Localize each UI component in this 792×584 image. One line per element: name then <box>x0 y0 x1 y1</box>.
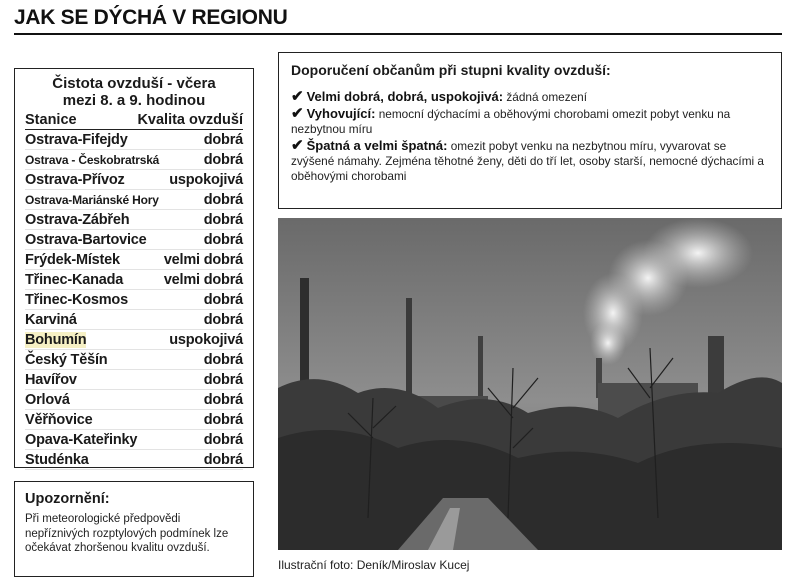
column-station: Stanice <box>25 112 77 128</box>
quality-value: velmi dobrá <box>163 251 243 268</box>
recommendation-text: žádná omezení <box>506 90 588 104</box>
table-row <box>25 430 243 450</box>
check-icon: ✔ <box>291 88 304 105</box>
table-row <box>25 210 243 230</box>
table-row <box>25 330 243 350</box>
table-row <box>25 390 243 410</box>
station-name: Frýdek-Místek <box>25 251 120 268</box>
quality-value: dobrá <box>203 191 243 208</box>
table-row <box>25 290 243 310</box>
air-quality-column-headers <box>25 111 243 130</box>
station-name: Ostrava-Fifejdy <box>25 131 128 148</box>
quality-value: dobrá <box>203 131 243 148</box>
table-row <box>25 410 243 430</box>
table-row <box>25 190 243 210</box>
table-row <box>25 370 243 390</box>
title-rule <box>14 33 782 35</box>
table-row <box>25 130 243 150</box>
station-name: Ostrava-Přívoz <box>25 171 125 188</box>
photo-caption: Ilustrační foto: Deník/Miroslav Kucej <box>278 558 470 572</box>
recommendation-box <box>278 52 782 209</box>
notice-box <box>14 481 254 577</box>
table-row <box>25 310 243 330</box>
station-name: Třinec-Kanada <box>25 271 124 288</box>
column-quality: Kvalita ovzduší <box>137 112 243 128</box>
table-row <box>25 250 243 270</box>
station-name: Orlová <box>25 391 70 408</box>
station-name: Studénka <box>25 451 89 468</box>
quality-value: dobrá <box>203 431 243 448</box>
station-name: Ostrava - Českobratrská <box>25 152 160 167</box>
quality-value: uspokojivá <box>169 331 243 348</box>
quality-value: dobrá <box>203 351 243 368</box>
check-icon: ✔ <box>291 137 304 154</box>
page-title: JAK SE DÝCHÁ V REGIONU <box>14 6 288 29</box>
notice-title: Upozornění: <box>25 491 110 507</box>
recommendation-item <box>291 138 769 184</box>
air-quality-table <box>14 68 254 468</box>
station-name: Třinec-Kosmos <box>25 291 128 308</box>
quality-value: dobrá <box>203 451 243 468</box>
station-name: Ostrava-Mariánské Hory <box>25 192 159 207</box>
quality-value: dobrá <box>203 211 243 228</box>
quality-value: dobrá <box>203 411 243 428</box>
notice-text: Při meteorologické předpovědi nepříznivých rozptylových podmínek lze očekávat zhoršenou kvalitu ovzduší. <box>25 513 229 554</box>
table-row <box>25 150 243 170</box>
check-icon: ✔ <box>291 105 304 122</box>
station-name: Havířov <box>25 371 77 388</box>
quality-value: uspokojivá <box>169 171 243 188</box>
station-name: Opava-Kateřinky <box>25 431 138 448</box>
station-name: Věřňovice <box>25 411 93 428</box>
quality-value: dobrá <box>203 291 243 308</box>
recommendation-title: Doporučení občanům při stupni kvality ovzduší: <box>291 62 611 78</box>
station-name: Ostrava-Bartovice <box>25 231 147 248</box>
quality-value: velmi dobrá <box>163 271 243 288</box>
air-quality-heading-line2: mezi 8. a 9. hodinou <box>62 92 206 109</box>
recommendation-item <box>291 106 769 137</box>
table-row <box>25 270 243 290</box>
table-row <box>25 230 243 250</box>
station-name: Bohumín <box>25 331 87 348</box>
recommendation-item <box>291 89 769 105</box>
table-row <box>25 170 243 190</box>
quality-value: dobrá <box>203 371 243 388</box>
recommendation-text: nemocní dýchacími a oběhovými chorobami omezit pobyt venku na nezbytnou míru <box>291 107 731 136</box>
air-quality-heading-line1: Čistota ovzduší - včera <box>52 75 216 92</box>
recommendation-text: omezit pobyt venku na nezbytnou míru, vyvarovat se zvýšené námahy. Zejména těhotné ženy, děti do tří let, osoby starší, nemocné dýchacími a oběhovými chorobami <box>291 139 764 183</box>
recommendation-level: Vyhovující: <box>306 106 376 121</box>
industrial-landscape-photo <box>278 218 782 550</box>
quality-value: dobrá <box>203 151 243 168</box>
table-row <box>25 350 243 370</box>
recommendation-level: Velmi dobrá, dobrá, uspokojivá: <box>306 89 504 104</box>
air-quality-rows <box>25 130 243 470</box>
station-name: Karviná <box>25 311 77 328</box>
quality-value: dobrá <box>203 391 243 408</box>
station-name: Ostrava-Zábřeh <box>25 211 130 228</box>
table-row <box>25 450 243 470</box>
quality-value: dobrá <box>203 231 243 248</box>
station-name: Český Těšín <box>25 351 108 368</box>
quality-value: dobrá <box>203 311 243 328</box>
air-quality-heading <box>25 75 243 109</box>
recommendation-level: Špatná a velmi špatná: <box>306 138 448 153</box>
